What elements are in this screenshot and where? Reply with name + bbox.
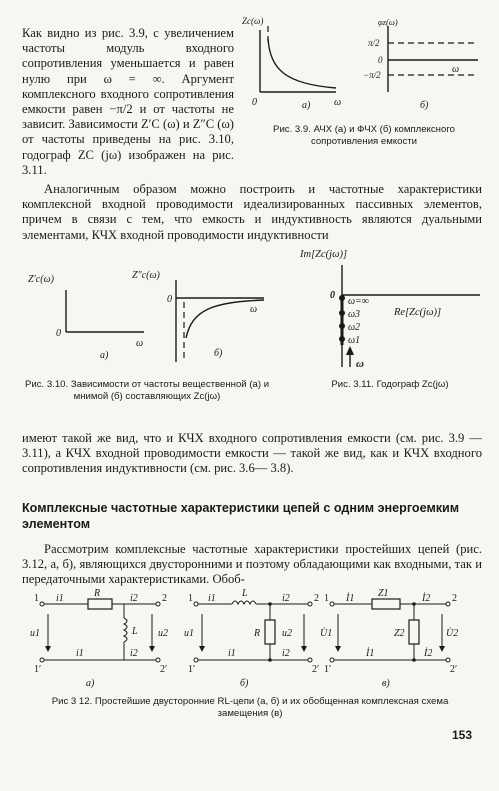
circuit-b-r: R — [254, 628, 261, 639]
figure-3-9 — [238, 12, 488, 112]
fig311-point-inf — [339, 295, 345, 301]
page-number: 153 — [452, 728, 473, 742]
circuit-b-i1: i1 — [208, 593, 216, 604]
fig39a-tag: а) — [302, 100, 311, 111]
circuit-b-tag: б) — [240, 678, 249, 689]
fig311-point-3 — [339, 310, 345, 316]
circuit-c-z2-label: Z2 — [394, 628, 405, 639]
circuit-a-inductor — [124, 618, 127, 642]
circuit-a-terminal-2p — [156, 658, 160, 662]
fig310a-ylabel: Z′c(ω) — [28, 274, 54, 285]
paragraph-4: Рассмотрим комплексные частотные характеристики простейших цепей (рис. 3.12, а, б), являющихся двусторонними и поэтому обладающими как входными, так и передаточными характеристиками. Обоб- — [22, 542, 482, 587]
circuit-b-i1b: i1 — [228, 648, 236, 659]
fig39-caption: Рис. 3.9. АЧХ (а) и ФЧХ (б) комплексного сопротивления емкости — [273, 124, 455, 147]
fig311-re-label: Re[Zc(jω)] — [394, 307, 442, 318]
fig310b-tag: б) — [214, 348, 223, 359]
circuit-c-n2: 2 — [452, 593, 457, 604]
figure-3-11 — [300, 243, 490, 375]
circuit-c-node — [412, 602, 416, 606]
circuit-b-inductor — [232, 601, 256, 604]
circuit-c-tag: в) — [382, 678, 390, 689]
circuit-c-u2-arrowhead — [439, 646, 445, 652]
circuit-c-terminal-2p — [446, 658, 450, 662]
circuit-a-r: R — [94, 588, 101, 599]
circuit-c-terminal-1p — [330, 658, 334, 662]
circuit-b-u1: u1 — [184, 628, 194, 639]
fig39b-xlabel: ω — [452, 64, 460, 75]
circuit-b-terminal-1p — [194, 658, 198, 662]
fig39b-top: π/2 — [368, 38, 380, 48]
circuit-c-z2 — [409, 620, 419, 644]
fig310b-xlabel: ω — [250, 304, 258, 315]
circuit-a-i2b: i2 — [130, 648, 138, 659]
circuit-a-n1: 1 — [34, 593, 39, 604]
fig311-p-inf: ω=∞ — [348, 296, 369, 307]
circuit-b-n1p: 1′ — [188, 664, 196, 675]
circuit-a-u1: u1 — [30, 628, 40, 639]
circuit-a-u2-arrowhead — [149, 646, 155, 652]
circuit-c-z1-label: Z1 — [378, 588, 389, 599]
fig311-origin: 0 — [330, 290, 335, 301]
circuit-b-node — [268, 602, 272, 606]
circuit-c-u1-arrowhead — [335, 646, 341, 652]
circuit-a-terminal-1 — [40, 602, 44, 606]
fig311-arrow-label: ω — [356, 358, 364, 370]
circuit-b-u2: u2 — [282, 628, 292, 639]
circuit-b-l: L — [242, 588, 248, 599]
circuit-c-i2b: İ2 — [424, 648, 433, 659]
circuit-c-n1: 1 — [324, 593, 329, 604]
circuit-b-terminal-2p — [308, 658, 312, 662]
fig310b-origin: 0 — [167, 294, 172, 305]
fig312-caption: Рис 3 12. Простейшие двусторонние RL-цепи (а, б) и их обобщенная комплексная схема замещения (в) — [51, 696, 449, 719]
circuit-a-i1: i1 — [56, 593, 64, 604]
fig39b-bottom: −π/2 — [363, 70, 381, 80]
circuit-a-resistor — [88, 599, 112, 609]
fig311-p3: ω3 — [348, 309, 361, 320]
intro-paragraph: Как видно из рис. 3.9, с увеличением частоты модуль входного сопротивления уменьшается и равен нулю при ω = ∞. Аргумент комплексного входного сопротивления емкости равен −π/2 и от частоты не зависит. Зависимости Z′C (ω) и Z″C (ω) от частоты приведены на рис. 3.10, годограф ZC (jω) изображен на рис. 3.11. — [22, 26, 234, 177]
circuit-c-z1 — [372, 599, 400, 609]
circuit-b-terminal-1 — [194, 602, 198, 606]
fig310b-ylabel: Z″c(ω) — [132, 270, 160, 281]
fig39a-ylabel: Zc(ω) — [242, 16, 264, 26]
circuit-c — [320, 588, 458, 689]
circuit-c-i2: İ2 — [422, 593, 431, 604]
circuit-a — [30, 588, 168, 689]
circuit-a-u2: u2 — [158, 628, 168, 639]
circuit-a-i2: i2 — [130, 593, 138, 604]
fig39b-zero: 0 — [378, 55, 383, 65]
fig310-caption: Рис. 3.10. Зависимости от частоты вещественной (а) и мнимой (б) составляющих Zc(jω) — [24, 379, 270, 402]
circuit-a-u1-arrowhead — [45, 646, 51, 652]
fig311-point-2 — [339, 323, 345, 329]
fig39b-ylabel: φz(ω) — [378, 17, 398, 27]
circuit-b-n2p: 2′ — [312, 664, 320, 675]
circuit-a-terminal-2 — [156, 602, 160, 606]
circuit-c-terminal-2 — [446, 602, 450, 606]
circuit-b-i2: i2 — [282, 593, 290, 604]
fig39b-tag: б) — [420, 100, 429, 111]
circuit-c-u2: U̇2 — [446, 628, 459, 639]
circuit-b-node — [268, 658, 272, 662]
fig311-p2: ω2 — [348, 322, 361, 333]
circuit-c-i1b: İ1 — [366, 648, 375, 659]
circuit-a-n2: 2 — [162, 593, 167, 604]
circuit-b-n1: 1 — [188, 593, 193, 604]
fig39a-origin: 0 — [252, 97, 257, 108]
fig310a-tag: а) — [100, 350, 109, 361]
section-heading: Комплексные частотные характеристики цепей с одним энергоемким элементом — [22, 501, 460, 531]
fig311-p1: ω1 — [348, 335, 361, 346]
fig310a-origin: 0 — [56, 328, 61, 339]
figure-3-12 — [20, 588, 490, 692]
circuit-c-n2p: 2′ — [450, 664, 458, 675]
fig311-point-1 — [339, 336, 345, 342]
circuit-b-i2b: i2 — [282, 648, 290, 659]
fig311-caption: Рис. 3.11. Годограф Zc(jω) — [331, 379, 449, 390]
circuit-a-n1p: 1′ — [34, 664, 42, 675]
circuit-c-node — [412, 658, 416, 662]
circuit-b-u1-arrowhead — [199, 646, 205, 652]
circuit-a-tag: а) — [86, 678, 95, 689]
paragraph-2: Аналогичным образом можно построить и частотные характеристики комплексной входной проводимости идеализированных пассивных элементов, причем в связи с тем, что емкость и индуктивность являются дуальными элементами, КЧХ входной проводимости индуктивности — [22, 182, 482, 242]
fig311-im-label: Im[Zc(jω)] — [300, 249, 348, 260]
fig310a-xlabel: ω — [136, 338, 144, 349]
circuit-b-u2-arrowhead — [301, 646, 307, 652]
circuit-b-resistor — [265, 620, 275, 644]
circuit-a-i1b: i1 — [76, 648, 84, 659]
fig39a-xlabel: ω — [334, 97, 342, 108]
circuit-a-l: L — [132, 626, 138, 637]
circuit-b-n2: 2 — [314, 593, 319, 604]
circuit-c-n1p: 1′ — [324, 664, 332, 675]
circuit-c-i1: İ1 — [346, 593, 355, 604]
circuit-a-n2p: 2′ — [160, 664, 168, 675]
circuit-c-terminal-1 — [330, 602, 334, 606]
circuit-a-terminal-1p — [40, 658, 44, 662]
circuit-b — [184, 588, 319, 689]
circuit-b-terminal-2 — [308, 602, 312, 606]
fig39a-curve — [268, 38, 336, 88]
figure-3-10 — [24, 262, 274, 370]
circuit-c-u1: U̇1 — [320, 628, 333, 639]
fig311-arrow-head — [346, 346, 354, 355]
paragraph-3: имеют такой же вид, что и КЧХ входного сопротивления емкости (см. рис. 3.9 — 3.11), а КЧХ входной проводимости емкости — такой же вид, как и КЧХ входного сопротивления индуктивности (см. рис. 3.6— 3.8). — [22, 431, 482, 476]
